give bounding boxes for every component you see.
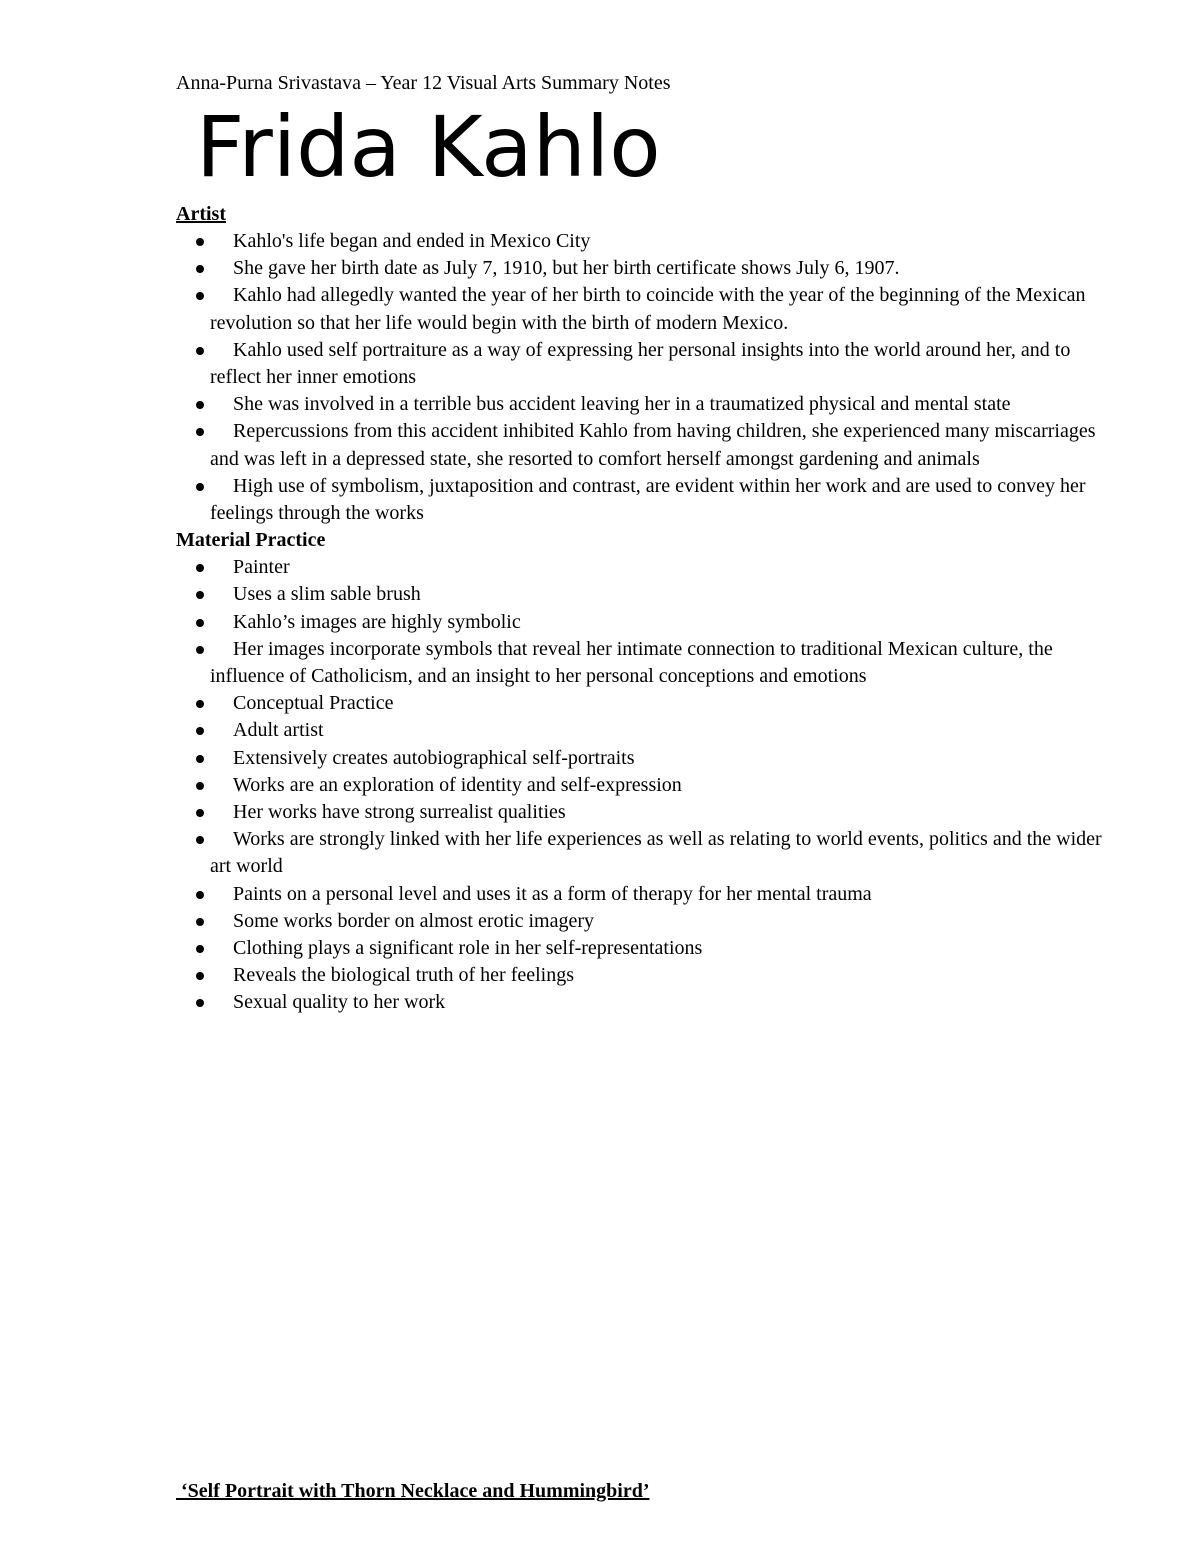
bullet-icon: [196, 347, 204, 355]
bullet-icon: [196, 945, 204, 953]
list-item: Repercussions from this accident inhibited Kahlo from having children, she experienced many miscarriages and was left in a depressed state, she resorted to comfort herself amongst gardening and animals: [176, 418, 1116, 472]
bullet-icon: [196, 238, 204, 246]
bullet-icon: [196, 782, 204, 790]
list-item: Reveals the biological truth of her feelings: [176, 962, 1116, 989]
list-item: Sexual quality to her work: [176, 989, 1116, 1016]
list-item: Works are strongly linked with her life experiences as well as relating to world events, politics and the wider art world: [176, 826, 1116, 880]
bullet-icon: [196, 809, 204, 817]
list-item: Paints on a personal level and uses it as a form of therapy for her mental trauma: [176, 881, 1116, 908]
bullet-icon: [196, 265, 204, 273]
artwork-title: ‘Self Portrait with Thorn Necklace and Hummingbird’: [176, 1480, 650, 1502]
section-heading-artist: Artist: [176, 203, 226, 225]
list-item: She was involved in a terrible bus accident leaving her in a traumatized physical and mental state: [176, 391, 1116, 418]
list-item: Her works have strong surrealist qualities: [176, 799, 1116, 826]
list-item: High use of symbolism, juxtaposition and contrast, are evident within her work and are used to convey her feelings through the works: [176, 473, 1116, 527]
list-item: Works are an exploration of identity and self-expression: [176, 772, 1116, 799]
list-item: Uses a slim sable brush: [176, 581, 1116, 608]
list-item: Clothing plays a significant role in her self-representations: [176, 935, 1116, 962]
material-practice-list: [176, 554, 1116, 1016]
list-item: Adult artist: [176, 717, 1116, 744]
page-title: Frida Kahlo: [196, 98, 661, 196]
bullet-icon: [196, 401, 204, 409]
section-heading-material-practice: Material Practice: [176, 529, 326, 552]
list-item: Conceptual Practice: [176, 690, 1116, 717]
bullet-icon: [196, 619, 204, 627]
byline: Anna-Purna Srivastava – Year 12 Visual Arts Summary Notes: [176, 72, 671, 94]
bullet-icon: [196, 292, 204, 300]
list-item: She gave her birth date as July 7, 1910, but her birth certificate shows July 6, 1907.: [176, 255, 1116, 282]
bullet-icon: [196, 918, 204, 926]
bullet-icon: [196, 755, 204, 763]
bullet-icon: [196, 564, 204, 572]
bullet-icon: [196, 646, 204, 654]
bullet-icon: [196, 891, 204, 899]
artist-list: [176, 228, 1116, 527]
bullet-icon: [196, 999, 204, 1007]
list-item: Her images incorporate symbols that reveal her intimate connection to traditional Mexican culture, the influence of Catholicism, and an insight to her personal conceptions and emotions: [176, 636, 1116, 690]
list-item: Some works border on almost erotic imagery: [176, 908, 1116, 935]
list-item: Extensively creates autobiographical self-portraits: [176, 745, 1116, 772]
bullet-icon: [196, 972, 204, 980]
bullet-icon: [196, 836, 204, 844]
list-item: Painter: [176, 554, 1116, 581]
bullet-icon: [196, 700, 204, 708]
list-item: Kahlo’s images are highly symbolic: [176, 609, 1116, 636]
bullet-icon: [196, 483, 204, 491]
document-page: [176, 70, 1116, 1017]
bullet-icon: [196, 727, 204, 735]
bullet-icon: [196, 428, 204, 436]
list-item: Kahlo had allegedly wanted the year of her birth to coincide with the year of the beginning of the Mexican revolution so that her life would begin with the birth of modern Mexico.: [176, 282, 1116, 336]
list-item: Kahlo used self portraiture as a way of expressing her personal insights into the world around her, and to reflect her inner emotions: [176, 337, 1116, 391]
bullet-icon: [196, 591, 204, 599]
list-item: Kahlo's life began and ended in Mexico City: [176, 228, 1116, 255]
